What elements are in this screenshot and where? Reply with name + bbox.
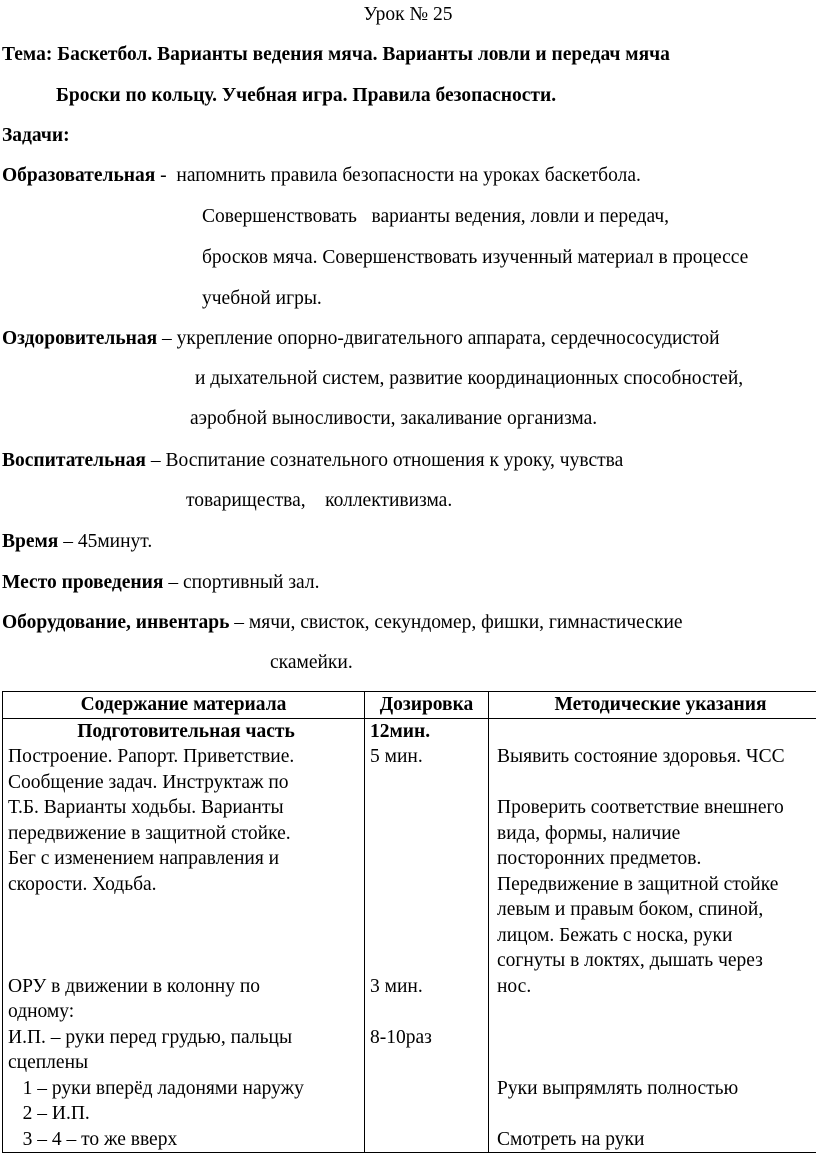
method-spacer [497, 719, 816, 745]
dosage-lines [370, 744, 488, 1050]
health-line-1: укрепление опорно-двигательного аппарата, сердечнососудистой [176, 328, 720, 349]
educational-line-1: напомнить правила безопасности на уроках баскетбола. [176, 165, 641, 186]
health-task [2, 327, 720, 351]
equipment-value-2: скамейки. [270, 652, 353, 673]
method-line [497, 999, 816, 1025]
method-lines [497, 744, 816, 1152]
topic-text-1: Баскетбол. Варианты ведения мяча. Варианты ловли и передач мяча [57, 44, 670, 65]
upbringing-dash: – [145, 450, 166, 471]
method-line: согнуты в локтях, дышать через [497, 950, 763, 971]
content-line: сцеплены [8, 1052, 89, 1073]
dosage-line: 3 мин. [370, 975, 423, 997]
educational-line-2: Совершенствовать варианты ведения, ловли и передач, [202, 206, 670, 227]
educational-task [2, 164, 641, 188]
method-line [497, 770, 816, 796]
educational-line-4: учебной игры. [202, 288, 322, 309]
content-line: Построение. Рапорт. Приветствие. [8, 746, 295, 767]
place-value: – спортивный зал. [163, 572, 320, 593]
upbringing-line-1: Воспитание сознательного отношения к уроку, чувства [165, 450, 624, 471]
dosage-line [370, 795, 488, 821]
content-line [8, 923, 364, 949]
header-dosage: Дозировка [365, 692, 489, 719]
upbringing-task [2, 449, 623, 473]
content-line: 1 – руки вперёд ладонями наружу [8, 1077, 304, 1099]
content-line: 2 – И.П. [8, 1103, 90, 1124]
equipment-value-1: – мячи, свисток, секундомер, фишки, гимнастические [229, 612, 683, 633]
content-line: передвижение в защитной стойке. [8, 822, 291, 844]
method-line: посторонних предметов. [497, 848, 702, 869]
content-lines [8, 744, 364, 1152]
method-line: лицом. Бежать с носка, руки [497, 924, 733, 946]
educational-dash: - [155, 165, 177, 186]
method-line: нос. [497, 975, 532, 997]
method-line: Смотреть на руки [497, 1128, 645, 1150]
content-line: Т.Б. Варианты ходьбы. Варианты [8, 797, 284, 818]
method-line: Руки выпрямлять полностью [497, 1077, 739, 1099]
dosage-line [370, 872, 488, 898]
dosage-cell [365, 718, 489, 1153]
dosage-line [370, 821, 488, 847]
table-header-row [3, 692, 816, 719]
dosage-line [370, 999, 488, 1025]
topic-text-2: Броски по кольцу. Учебная игра. Правила безопасности. [56, 85, 557, 106]
content-line: ОРУ в движении в колонну по [8, 975, 261, 997]
method-line [497, 1050, 816, 1076]
time-line [2, 530, 152, 554]
header-method: Методические указания [489, 692, 816, 719]
content-line: И.П. – руки перед грудью, пальцы [8, 1026, 293, 1048]
dosage-line [370, 897, 488, 923]
educational-line-3: бросков мяча. Совершенствовать изученный материал в процессе [202, 247, 749, 268]
dosage-line: 5 мин. [370, 746, 423, 767]
lesson-title: Урок № 25 [363, 4, 453, 25]
content-line: 3 – 4 – то же вверх [8, 1128, 178, 1150]
dosage-line [370, 846, 488, 872]
method-line: левым и правым боком, спиной, [497, 899, 764, 920]
dosage-line [370, 923, 488, 949]
upbringing-line-2: товарищества, коллективизма. [186, 490, 453, 511]
content-line [8, 897, 364, 923]
health-line-3: аэробной выносливости, закаливание организма. [190, 408, 598, 429]
time-value: – 45минут. [58, 531, 153, 552]
tasks-label: Задачи: [2, 125, 70, 146]
method-line: Передвижение в защитной стойке [497, 873, 779, 895]
content-line: скорости. Ходьба. [8, 873, 157, 895]
equipment-label: Оборудование, инвентарь [2, 612, 230, 633]
topic-label: Тема: [2, 44, 53, 65]
topic-line-1 [2, 43, 670, 67]
health-dash: – [157, 328, 177, 349]
dosage-line: 8-10раз [370, 1026, 432, 1048]
place-line [2, 571, 319, 595]
content-cell [3, 718, 365, 1153]
method-line [497, 1025, 816, 1051]
table-row [3, 718, 816, 1153]
section-dose: 12мин. [370, 720, 431, 742]
content-line: Сообщение задач. Инструктаж по [8, 771, 289, 793]
equipment-line [2, 611, 683, 635]
method-line: Проверить соответствие внешнего [497, 797, 784, 818]
content-line: Бег с изменением направления и [8, 848, 280, 869]
header-content: Содержание материала [3, 692, 365, 719]
dosage-line [370, 770, 488, 796]
method-line: Выявить состояние здоровья. ЧСС [497, 746, 785, 767]
method-line [497, 1101, 816, 1127]
method-line: вида, формы, наличие [497, 822, 681, 844]
upbringing-label: Воспитательная [2, 450, 146, 471]
educational-label: Образовательная [2, 165, 156, 186]
time-label: Время [2, 531, 59, 552]
section-title: Подготовительная часть [77, 720, 295, 742]
content-line: одному: [8, 1001, 75, 1022]
method-cell [489, 718, 816, 1153]
health-line-2: и дыхательной систем, развитие координационных способностей, [195, 368, 744, 389]
dosage-line [370, 948, 488, 974]
health-label: Оздоровительная [2, 328, 158, 349]
lesson-plan-table [2, 691, 816, 1153]
place-label: Место проведения [2, 572, 164, 593]
content-line [8, 948, 364, 974]
